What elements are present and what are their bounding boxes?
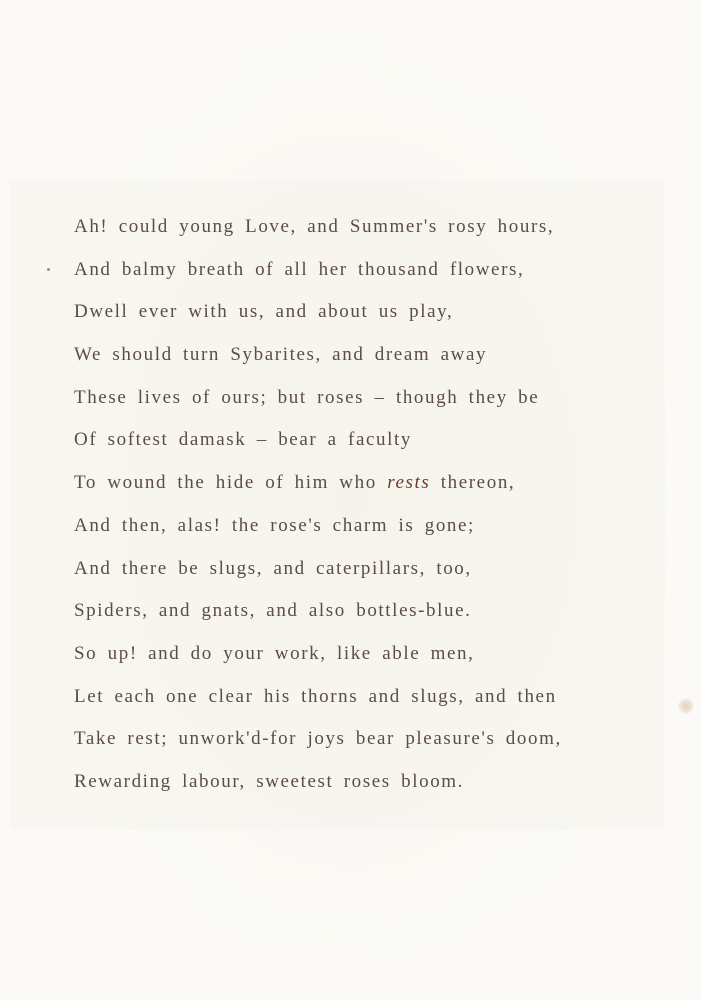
poem-line-13: Take rest; unwork'd-for joys bear pleasure's doom,	[74, 728, 562, 750]
poem-text-block	[74, 206, 674, 804]
poem-line-1: Ah! could young Love, and Summer's rosy hours,	[74, 216, 555, 237]
poem-line-7-start: To wound the hide of him who	[74, 472, 388, 494]
poem-line-12: Let each one clear his thorns and slugs, and then	[74, 685, 557, 707]
poem-line-2: And balmy breath of all her thousand flowers,	[74, 258, 525, 280]
poem-line-5: These lives of ours; but roses – though they be	[74, 386, 540, 408]
poem-line-3: Dwell ever with us, and about us play,	[74, 301, 454, 323]
poem-line-10: Spiders, and gnats, and also bottles-blue.	[74, 600, 472, 622]
poem-line-7-end: thereon,	[430, 472, 516, 494]
poem-line-7	[74, 462, 674, 505]
poem-line-4: We should turn Sybarites, and dream away	[74, 344, 488, 366]
poem-line-11: So up! and do your work, like able men,	[74, 642, 475, 664]
poem-line-8: And then, alas! the rose's charm is gone;	[74, 514, 475, 536]
poem-line-9: And there be slugs, and caterpillars, too,	[74, 557, 472, 579]
stray-ink-dot	[47, 268, 50, 271]
poem-emphasis-word: rests	[387, 472, 431, 494]
poem-line-6: Of softest damask – bear a faculty	[74, 429, 412, 451]
paper-stain	[678, 698, 694, 714]
poem-line-14: Rewarding labour, sweetest roses bloom.	[74, 770, 465, 792]
